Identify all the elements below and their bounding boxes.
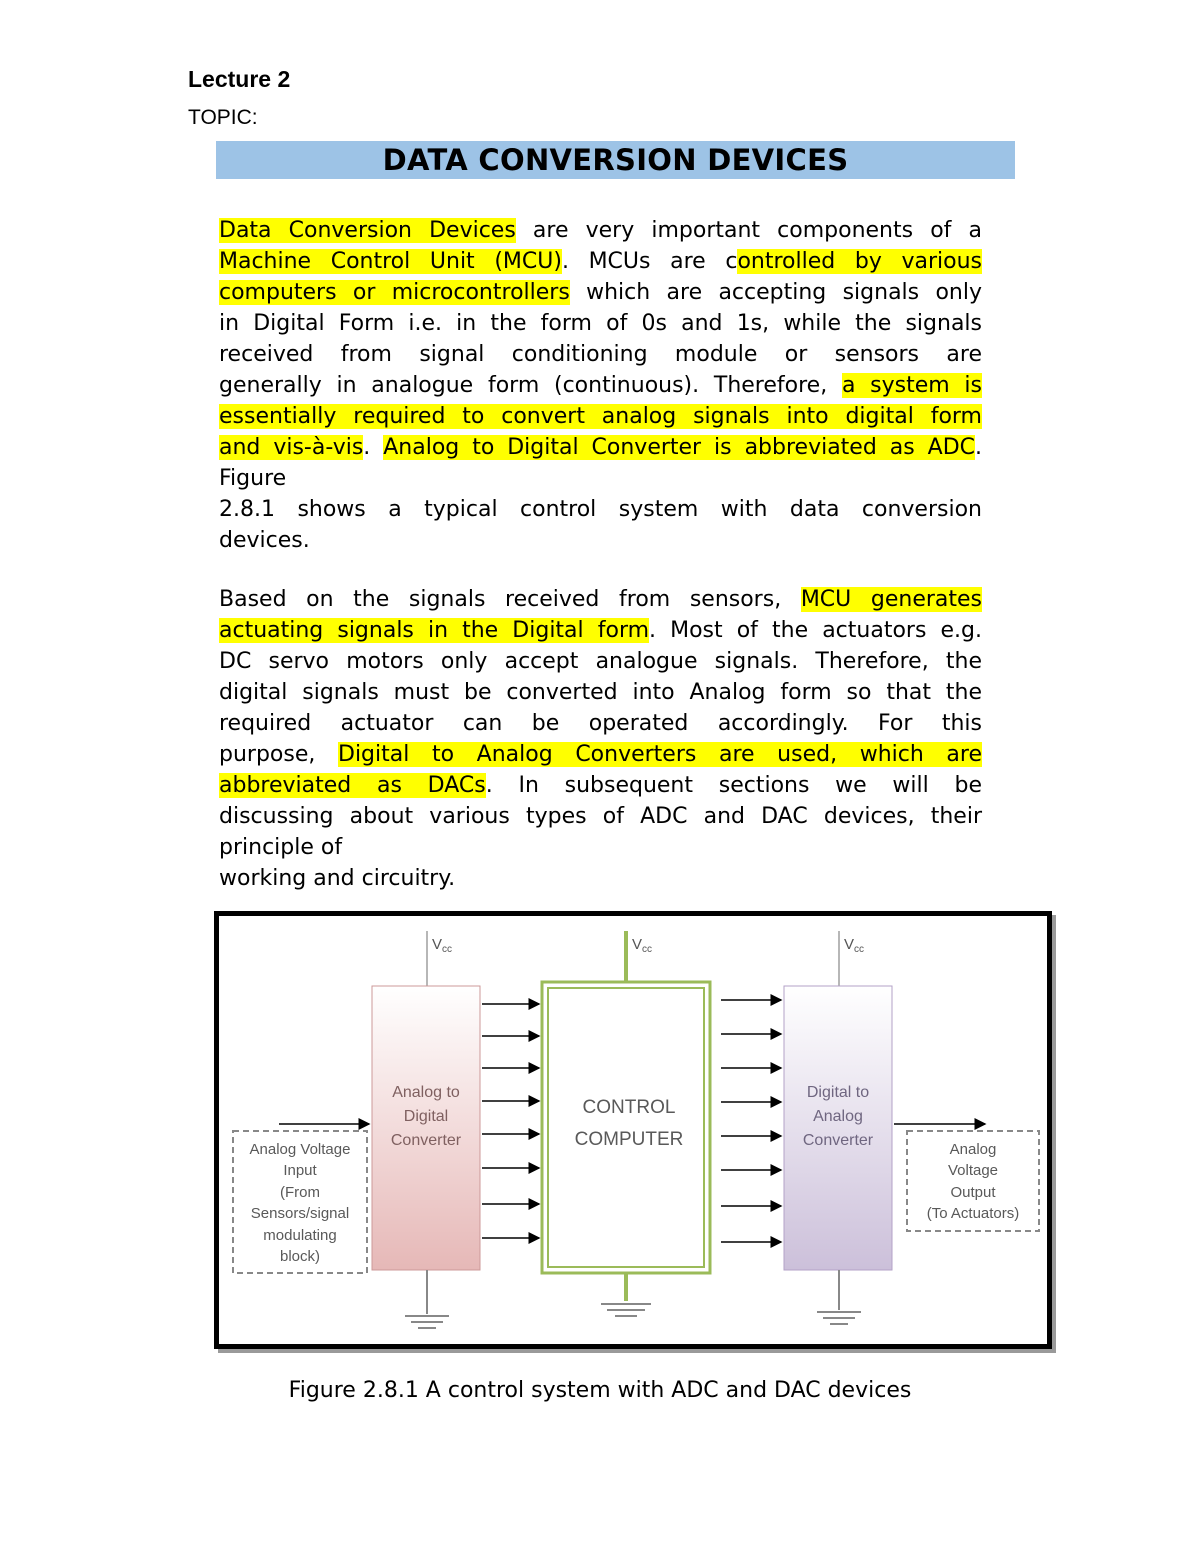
text-line: and vis-à-vis. Analog to Digital Converter is abbreviated as ADC. (219, 435, 982, 460)
control-label-2: COMPUTER (574, 1129, 684, 1150)
highlight: computers or microcontrollers (219, 280, 570, 305)
text-line: generally in analogue form (continuous). Therefore, a system is (219, 373, 983, 398)
lecture-heading: Lecture 2 (188, 66, 291, 92)
ground-icon (601, 1273, 651, 1316)
block-diagram (219, 916, 1047, 1344)
adc-label-1: Analog to (392, 1084, 460, 1101)
adc-to-computer-arrows (482, 1004, 539, 1238)
text-line: 2.8.1 shows a typical control system with data conversion (219, 497, 982, 522)
highlight: a system is (841, 373, 983, 398)
computer-to-dac-arrows (721, 1000, 781, 1242)
dac-block (784, 986, 892, 1270)
text-line: received from signal conditioning module or sensors are (219, 342, 982, 367)
svg-text:Vcc: $V_{cc}$ (432, 936, 453, 955)
text-line: Data Conversion Devices are very important components of a (219, 218, 983, 243)
output-label-1: Analog (949, 1141, 997, 1158)
input-label-3: (From (280, 1184, 320, 1201)
dac-label-3: Converter (802, 1132, 874, 1149)
text-line: discussing about various types of ADC and DAC devices, their (219, 804, 982, 829)
control-computer-block (542, 982, 710, 1273)
text-line: Figure (219, 466, 287, 491)
text-line: actuating signals in the Digital form. Most of the actuators e.g. (219, 618, 982, 643)
highlight: essentially required to convert analog signals into digital form (219, 404, 982, 429)
text-line: working and circuitry. (219, 866, 456, 891)
vcc-supply-cc (626, 931, 652, 982)
adc-label-2: Digital (403, 1108, 449, 1125)
ground-icon (817, 1270, 861, 1324)
text-line: principle of (219, 835, 343, 860)
paragraph-intro (219, 215, 982, 556)
highlight: Data Conversion Devices (219, 218, 516, 243)
text-line: digital signals must be converted into Analog form so that the (219, 680, 982, 705)
text-line: Machine Control Unit (MCU). MCUs are controlled by various (219, 249, 982, 274)
text-line: Based on the signals received from sensors, MCU generates (219, 587, 982, 612)
highlight: and vis-à-vis (219, 435, 364, 460)
highlight: abbreviated as DACs (219, 773, 486, 798)
adc-label-3: Converter (390, 1132, 462, 1149)
highlight: Machine Control Unit (MCU) (219, 249, 562, 274)
output-label-4: (To Actuators) (926, 1205, 1020, 1222)
vcc-supply-adc (427, 931, 452, 986)
figure-frame (214, 911, 1052, 1349)
highlight: ontrolled by various (737, 249, 982, 274)
title-banner (216, 141, 1015, 179)
highlight: Analog to Digital Converter is abbreviated as ADC (383, 435, 975, 460)
text-line: in Digital Form i.e. in the form of 0s and 1s, while the signals (219, 311, 982, 336)
figure-caption: Figure 2.8.1 A control system with ADC and DAC devices (288, 1378, 912, 1403)
output-label-2: Voltage (947, 1162, 999, 1179)
output-label-3: Output (950, 1184, 996, 1201)
adc-block (372, 986, 480, 1270)
text-line (219, 401, 982, 432)
text-line: devices. (219, 528, 310, 553)
input-label-1: Analog Voltage (249, 1141, 351, 1158)
topic-label: TOPIC: (188, 106, 258, 129)
text-line: computers or microcontrollers which are accepting signals only (219, 280, 982, 305)
ground-icon (405, 1270, 449, 1328)
input-label-6: block) (279, 1248, 321, 1265)
dac-label-1: Digital to (806, 1084, 870, 1101)
dac-label-2: Analog (813, 1108, 863, 1125)
control-label-1: CONTROL (582, 1097, 676, 1118)
page-title: DATA CONVERSION DEVICES (382, 143, 849, 177)
text-line: purpose, Digital to Analog Converters are used, which are (219, 742, 982, 767)
svg-text:Vcc: $V_{cc}$ (844, 936, 865, 955)
vcc-supply-dac (839, 931, 864, 986)
text-line: DC servo motors only accept analogue signals. Therefore, the (219, 649, 982, 674)
svg-text:Vcc: $V_{cc}$ (632, 936, 653, 955)
highlight: Digital to Analog Converters are used, which are (338, 742, 982, 767)
paragraph-mcu (219, 584, 982, 894)
text-line: abbreviated as DACs. In subsequent sections we will be (219, 773, 983, 798)
input-label-2: Input (283, 1162, 317, 1179)
input-label-4: Sensors/signal (250, 1205, 350, 1222)
highlight: actuating signals in the Digital form (219, 618, 650, 643)
input-label-5: modulating (263, 1227, 337, 1244)
text-line: required actuator can be operated accordingly. For this (219, 711, 982, 736)
highlight: MCU generates (800, 587, 982, 612)
